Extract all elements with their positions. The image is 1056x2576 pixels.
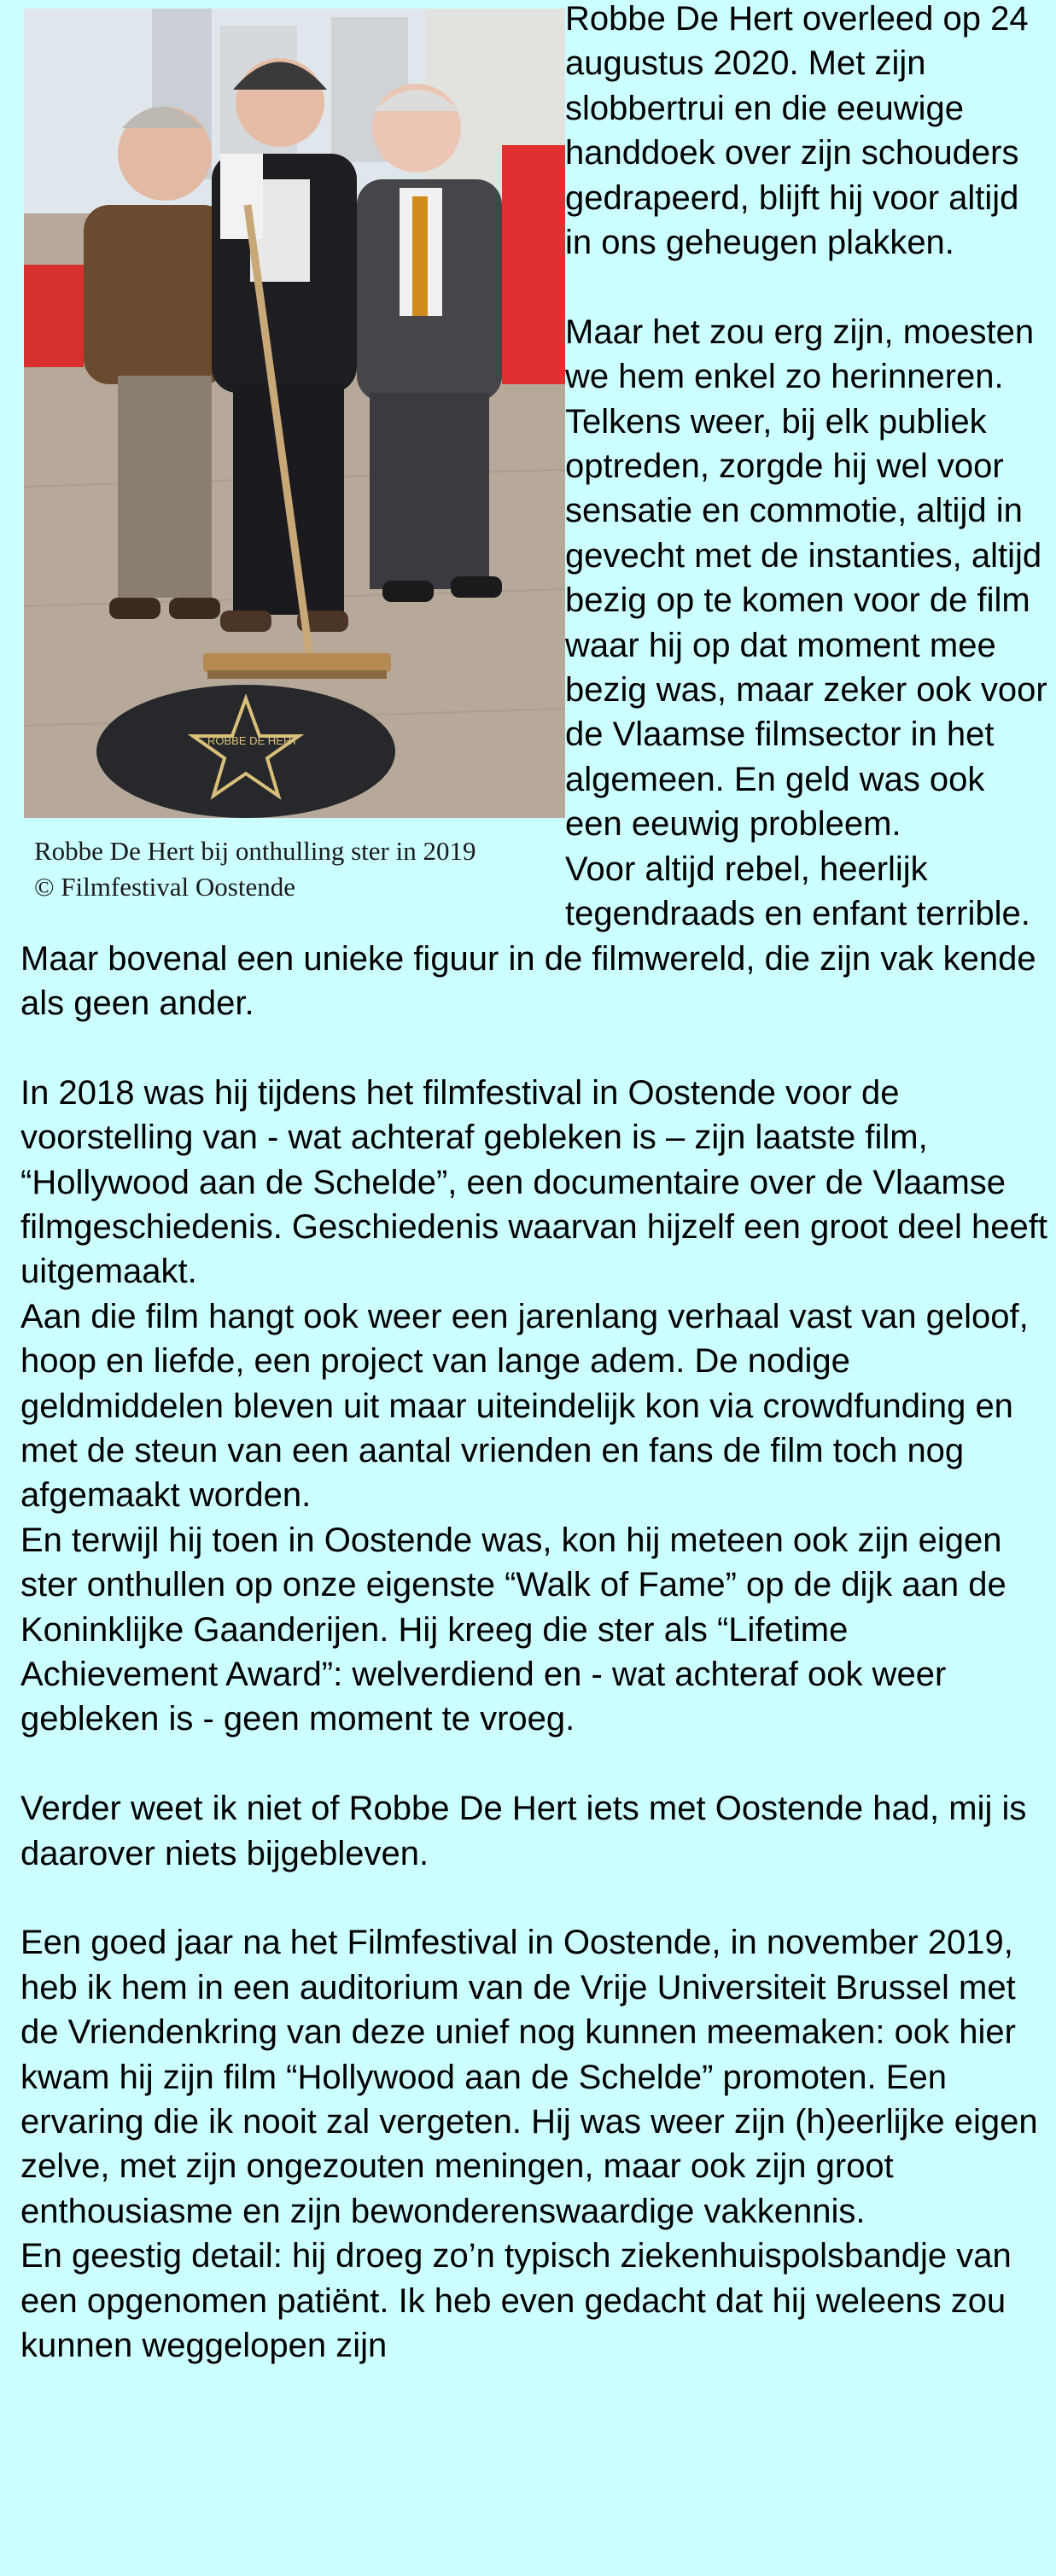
paragraph-4: In 2018 was hij tijdens het filmfestival in Oostende voor de voorstelling van - wat achteraf gebleken is – zijn laatste film, “Hollywood aan de Schelde”, een documentaire over de Vlaamse filmgeschiedenis. Geschiedenis waarvan hijzelf een groot deel heeft uitgemaakt. xyxy=(20,1073,1047,1291)
paragraph-5: Aan die film hangt ook weer een jarenlang verhaal vast van geloof, hoop en liefde, een project van lange adem. De nodige geldmiddelen bleven uit maar uiteindelijk kon via crowdfunding en met de steun van een aantal vrienden en fans de film toch nog afgemaakt worden. xyxy=(20,1297,1029,1515)
photo-caption xyxy=(34,833,565,905)
caption-line-1: Robbe De Hert bij onthulling ster in 2019 xyxy=(34,836,476,866)
paragraph-1: Robbe De Hert overleed op 24 augustus 2020. Met zijn slobbertrui en die eeuwige handdoek over zijn schouders gedrapeerd, blijft hij voor altijd in ons geheugen plakken. xyxy=(565,0,1029,262)
paragraph-7: Verder weet ik niet of Robbe De Hert iets met Oostende had, mij is daarover niets bijgebleven. xyxy=(20,1790,1027,1872)
paragraph-gap xyxy=(20,1742,1051,1786)
photo-illustration xyxy=(24,9,565,818)
paragraph-6: En terwijl hij toen in Oostende was, kon hij meteen ook zijn eigen ster onthullen op onze eigenste “Walk of Fame” op de dijk aan de Koninklijke Gaanderijen. Hij kreeg die ster als “Lifetime Achievement Award”: welverdiend en - wat achteraf ook weer gebleken is - geen moment te vroeg. xyxy=(20,1521,1006,1738)
caption-line-2: © Filmfestival Oostende xyxy=(34,872,295,902)
paragraph-3: Voor altijd rebel, heerlijk tegendraads en enfant terrible. Maar bovenal een unieke figuur in de filmwereld, die zijn vak kende als geen ander. xyxy=(20,850,1036,1022)
paragraph-gap xyxy=(20,1025,1051,1070)
photo-robbe-de-hert-star xyxy=(24,9,565,818)
photo-figure xyxy=(0,0,565,908)
star-label: ROBBE DE HERT xyxy=(207,734,298,747)
paragraph-2: Maar het zou erg zijn, moesten we hem enkel zo herinneren. Telkens weer, bij elk publiek optreden, zorgde hij wel voor sensatie en commotie, altijd in gevecht met de instanties, altijd bezig op te komen voor de film waar hij op dat moment mee bezig was, maar zeker ook voor de Vlaamse filmsector in het algemeen. En geld was ook een eeuwig probleem. xyxy=(565,313,1047,844)
paragraph-9: En geestig detail: hij droeg zo’n typisch ziekenhuispolsbandje van een opgenomen patiënt. Ik heb even gedacht dat hij weleens zou kunnen weggelopen zijn xyxy=(20,2237,1012,2365)
paragraph-gap xyxy=(20,1876,1051,1920)
paragraph-8: Een goed jaar na het Filmfestival in Oostende, in november 2019, heb ik hem in een auditorium van de Vrije Universiteit Brussel met de Vriendenkring van deze unief nog kunnen meemaken: ook hier kwam hij zijn film “Hollywood aan de Schelde” promoten. Een ervaring die ik nooit zal vergeten. Hij was weer zijn (h)eerlijke eigen zelve, met zijn ongezouten meningen, maar ook zijn groot enthousiasme en zijn bewonderenswaardige vakkennis. xyxy=(20,1924,1038,2230)
